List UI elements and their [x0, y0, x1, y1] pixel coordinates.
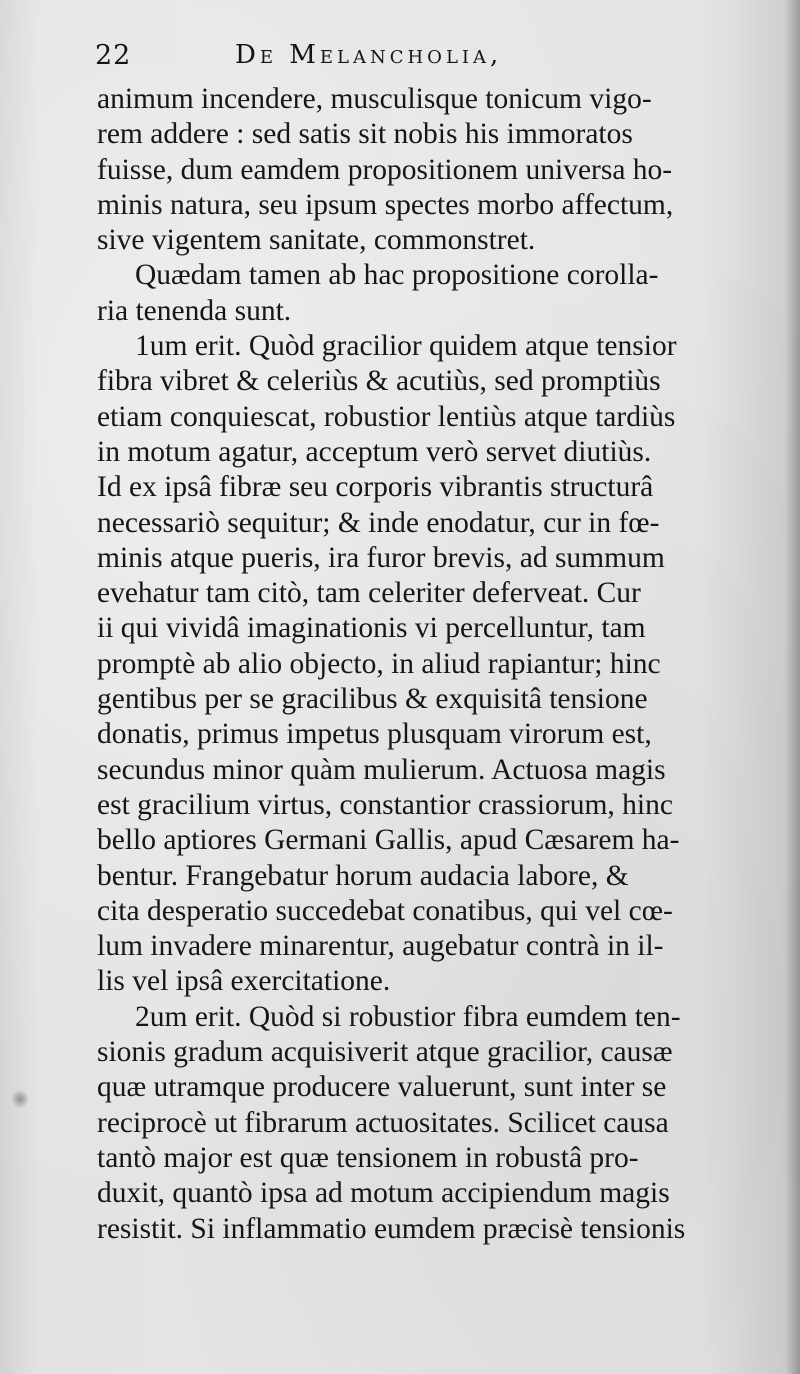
text-line: minis atque pueris, ira furor brevis, ad summum	[97, 541, 665, 574]
text-line: promptè ab alio objecto, in aliud rapiantur; hinc	[97, 647, 661, 680]
text-line: secundus minor quàm mulierum. Actuosa magis	[97, 753, 666, 786]
text-line: ria tenenda sunt.	[97, 294, 292, 327]
text-line: quæ utramque producere valuerunt, sunt inter se	[97, 1071, 667, 1104]
text-line: ii qui vividâ imaginationis vi percelluntur, tam	[97, 612, 646, 645]
text-line: 2um erit. Quòd si robustior fibra eumdem ten-	[135, 1000, 681, 1033]
text-line: gentibus per se gracilibus & exquisitâ tensione	[97, 683, 648, 716]
text-line: minis natura, seu ipsum spectes morbo affectum,	[97, 188, 674, 221]
text-line: lum invadere minarentur, augebatur contrà in il-	[97, 930, 664, 963]
body-text	[97, 82, 757, 1247]
text-line: sionis gradum acquisiverit atque gracilior, causæ	[97, 1036, 673, 1069]
text-line: sive vigentem sanitate, commonstret.	[97, 224, 536, 257]
text-line: reciprocè ut fibrarum actuositates. Scilicet causa	[97, 1106, 669, 1139]
page-header	[95, 40, 615, 80]
text-line: Quædam tamen ab hac propositione corolla-	[135, 259, 659, 292]
text-line: tantò major est quæ tensionem in robustâ pro-	[97, 1141, 639, 1174]
text-line: lis vel ipsâ exercitatione.	[97, 965, 391, 998]
text-line: est gracilium virtus, constantior crassiorum, hinc	[97, 788, 673, 821]
text-line: necessariò sequitur; & inde enodatur, cur in fœ-	[97, 506, 660, 539]
text-line: animum incendere, musculisque tonicum vigo-	[97, 83, 652, 115]
running-title: De Melancholia,	[235, 40, 503, 70]
ink-blot	[12, 1088, 28, 1110]
text-line: fuisse, dum eamdem propositionem universa ho-	[97, 153, 673, 186]
text-line: rem addere : sed satis sit nobis his immoratos	[97, 118, 633, 151]
text-line: bello aptiores Germani Gallis, apud Cæsarem ha-	[97, 824, 680, 857]
page-number: 22	[95, 40, 132, 71]
text-line: donatis, primus impetus plusquam virorum est,	[97, 718, 652, 751]
text-line: in motum agatur, acceptum verò servet diutiùs.	[97, 435, 652, 468]
text-line: cita desperatio succedebat conatibus, qui vel cœ-	[97, 894, 673, 927]
text-line: bentur. Frangebatur horum audacia labore, &	[97, 859, 629, 892]
text-line: evehatur tam citò, tam celeriter deferveat. Cur	[97, 577, 641, 610]
text-line: 1um erit. Quòd gracilior quidem atque tensior	[135, 330, 677, 363]
text-line: duxit, quantò ipsa ad motum accipiendum magis	[97, 1177, 670, 1210]
text-line: etiam conquiescat, robustior lentiùs atque tardiùs	[97, 400, 676, 433]
text-line: Id ex ipsâ fibræ seu corporis vibrantis structurâ	[97, 471, 654, 504]
text-line: fibra vibret & celeriùs & acutiùs, sed promptiùs	[97, 365, 661, 398]
text-line: resistit. Si inflammatio eumdem præcisè tensionis	[97, 1212, 686, 1245]
